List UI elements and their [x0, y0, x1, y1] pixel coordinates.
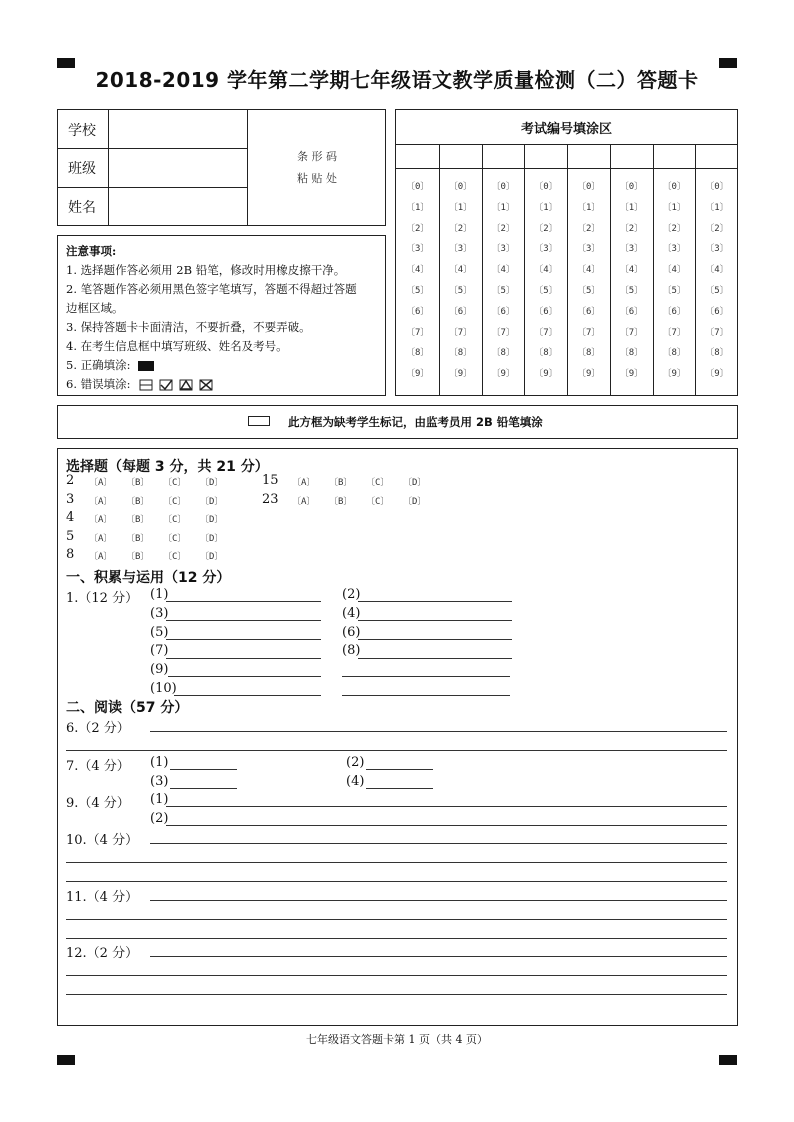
- q7-blank-label: (4): [346, 774, 365, 789]
- exam-id-bubble[interactable]: 〔8〕: [619, 348, 644, 359]
- blank-answer-line[interactable]: [174, 695, 321, 696]
- notes-box: [57, 235, 386, 396]
- exam-id-bubble[interactable]: 〔9〕: [577, 369, 601, 380]
- choice-option-bubble[interactable]: 〔C〕: [163, 478, 187, 488]
- choice-number: 23: [262, 492, 279, 507]
- note-item: 6. 错误填涂:: [66, 377, 131, 391]
- exam-id-bubble[interactable]: 〔2〕: [534, 223, 558, 234]
- exam-id-bubble[interactable]: 〔1〕: [448, 202, 473, 213]
- exam-id-bubble[interactable]: 〔5〕: [406, 286, 430, 296]
- exam-id-bubble[interactable]: 〔9〕: [406, 369, 430, 380]
- class-label: 班级: [68, 161, 96, 177]
- exam-id-bubble[interactable]: 〔6〕: [619, 306, 644, 317]
- exam-id-bubble[interactable]: 〔1〕: [705, 202, 729, 213]
- absent-text: 此方框为缺考学生标记，由监考员用 2B 铅笔填涂: [288, 415, 543, 429]
- q7-answer-line[interactable]: [170, 788, 237, 789]
- choice-option-bubble[interactable]: 〔B〕: [126, 552, 150, 562]
- exam-id-bubble[interactable]: 〔0〕: [491, 182, 515, 192]
- choice-option-bubble[interactable]: 〔C〕: [163, 515, 187, 525]
- blank-answer-line[interactable]: [166, 658, 321, 659]
- choice-option-bubble[interactable]: 〔D〕: [200, 552, 224, 562]
- exam-id-write-cell[interactable]: [483, 145, 524, 167]
- exam-id-bubble[interactable]: 〔8〕: [577, 348, 601, 359]
- q7-blank-label: (3): [150, 774, 169, 789]
- exam-id-bubble[interactable]: 〔3〕: [619, 244, 644, 255]
- exam-id-bubble[interactable]: 〔6〕: [448, 306, 473, 317]
- blank-label: (5): [150, 625, 169, 640]
- exam-id-bubble[interactable]: 〔5〕: [662, 286, 686, 296]
- blank-answer-line[interactable]: [358, 620, 512, 621]
- exam-id-bubble[interactable]: 〔3〕: [662, 244, 686, 255]
- exam-id-bubble[interactable]: 〔5〕: [491, 286, 515, 296]
- exam-id-bubble[interactable]: 〔7〕: [705, 327, 729, 338]
- choice-option-bubble[interactable]: 〔D〕: [200, 478, 224, 488]
- exam-id-bubble[interactable]: 〔4〕: [534, 265, 558, 276]
- wrong-fill-samples: [138, 379, 218, 391]
- class-field[interactable]: [110, 150, 245, 185]
- q7-blank-label: (2): [346, 755, 365, 770]
- exam-id-bubble[interactable]: 〔0〕: [448, 182, 473, 192]
- exam-id-bubble[interactable]: 〔0〕: [619, 182, 644, 192]
- blank-label: (10): [150, 681, 177, 696]
- exam-id-bubble[interactable]: 〔7〕: [406, 327, 430, 338]
- blank-answer-line[interactable]: [358, 658, 512, 659]
- exam-id-bubble[interactable]: 〔8〕: [491, 348, 515, 359]
- exam-id-bubble[interactable]: 〔1〕: [534, 202, 558, 213]
- exam-id-bubble[interactable]: 〔7〕: [619, 327, 644, 338]
- q7-answer-line[interactable]: [170, 769, 237, 770]
- choice-option-bubble[interactable]: 〔A〕: [89, 478, 113, 488]
- exam-id-bubble[interactable]: 〔2〕: [662, 223, 686, 234]
- q6-answer-line[interactable]: [150, 731, 727, 732]
- q12-answer-line[interactable]: [150, 956, 727, 957]
- correct-fill-sample: [138, 361, 154, 371]
- exam-id-bubble[interactable]: 〔2〕: [448, 223, 473, 234]
- exam-id-bubble[interactable]: 〔9〕: [448, 369, 473, 380]
- exam-id-bubble[interactable]: 〔8〕: [406, 348, 430, 359]
- name-field[interactable]: [110, 189, 245, 223]
- choice-option-bubble[interactable]: 〔B〕: [329, 497, 353, 507]
- section2-heading: 二、阅读（57 分）: [66, 700, 189, 716]
- exam-id-write-cell[interactable]: [525, 145, 566, 167]
- choice-option-bubble[interactable]: 〔C〕: [366, 497, 390, 507]
- note-item: 4. 在考生信息框中填写班级、姓名及考号。: [66, 339, 288, 353]
- q10-answer-line[interactable]: [66, 862, 727, 863]
- q11-answer-line[interactable]: [66, 919, 727, 920]
- blank-label: (7): [150, 643, 169, 658]
- q9-blank-label: (2): [150, 811, 169, 826]
- choice-heading: 选择题（每题 3 分，共 21 分）: [66, 459, 269, 475]
- exam-id-write-cell[interactable]: [611, 145, 652, 167]
- q11-answer-line[interactable]: [150, 900, 727, 901]
- name-label: 姓名: [68, 200, 96, 216]
- choice-option-bubble[interactable]: 〔A〕: [292, 478, 316, 488]
- exam-id-bubble[interactable]: 〔7〕: [534, 327, 558, 338]
- exam-id-bubble[interactable]: 〔4〕: [448, 265, 473, 276]
- exam-id-bubble[interactable]: 〔1〕: [491, 202, 515, 213]
- note-item: 3. 保持答题卡卡面清洁，不要折叠，不要弄破。: [66, 320, 311, 334]
- exam-id-write-cell[interactable]: [654, 145, 695, 167]
- blank-label: (4): [342, 606, 361, 621]
- choice-option-bubble[interactable]: 〔A〕: [89, 497, 113, 507]
- q11-answer-line[interactable]: [66, 938, 727, 939]
- q12-answer-line[interactable]: [66, 975, 727, 976]
- exam-id-bubble[interactable]: 〔6〕: [705, 306, 729, 317]
- corner-mark-bottom-left: [57, 1055, 75, 1065]
- exam-id-bubble[interactable]: 〔8〕: [662, 348, 686, 359]
- note-item: 2. 笔答题作答必须用黑色签字笔填写，答题不得超过答题: [66, 282, 357, 296]
- q9-label: 9.（4 分）: [66, 796, 130, 811]
- exam-id-write-cell[interactable]: [440, 145, 481, 167]
- blank-answer-line[interactable]: [166, 601, 321, 602]
- exam-id-bubble[interactable]: 〔9〕: [534, 369, 558, 380]
- exam-id-bubble[interactable]: 〔6〕: [577, 306, 601, 317]
- exam-id-bubble[interactable]: 〔8〕: [448, 348, 473, 359]
- choice-number: 8: [66, 547, 75, 562]
- choice-option-bubble[interactable]: 〔C〕: [163, 534, 187, 544]
- exam-id-bubble[interactable]: 〔5〕: [448, 286, 473, 296]
- q7-blank-label: (1): [150, 755, 169, 770]
- note-item: 5. 正确填涂:: [66, 358, 131, 372]
- blank-answer-line[interactable]: [358, 639, 512, 640]
- exam-id-write-cell[interactable]: [696, 145, 737, 167]
- exam-id-bubble[interactable]: 〔2〕: [577, 223, 601, 234]
- section1-heading: 一、积累与运用（12 分）: [66, 570, 231, 586]
- exam-id-bubble[interactable]: 〔6〕: [406, 306, 430, 317]
- choice-number: 15: [262, 473, 279, 488]
- blank-answer-line[interactable]: [342, 695, 510, 696]
- exam-id-bubble[interactable]: 〔3〕: [577, 244, 601, 255]
- exam-id-bubble[interactable]: 〔2〕: [491, 223, 515, 234]
- choice-number: 4: [66, 510, 75, 525]
- exam-id-bubble[interactable]: 〔3〕: [448, 244, 473, 255]
- page-title: 2018-2019 学年第二学期七年级语文教学质量检测（二）答题卡: [95, 68, 699, 92]
- exam-id-bubble[interactable]: 〔4〕: [619, 265, 644, 276]
- blank-label: (3): [150, 606, 169, 621]
- exam-id-bubble[interactable]: 〔0〕: [705, 182, 729, 192]
- exam-id-bubble[interactable]: 〔4〕: [662, 265, 686, 276]
- choice-option-bubble[interactable]: 〔C〕: [163, 497, 187, 507]
- exam-id-bubble[interactable]: 〔5〕: [705, 286, 729, 296]
- exam-id-write-cell[interactable]: [397, 145, 438, 167]
- blank-answer-line[interactable]: [168, 676, 321, 677]
- choice-option-bubble[interactable]: 〔B〕: [126, 534, 150, 544]
- choice-option-bubble[interactable]: 〔B〕: [126, 497, 150, 507]
- exam-id-bubble[interactable]: 〔3〕: [705, 244, 729, 255]
- exam-id-bubble[interactable]: 〔3〕: [406, 244, 430, 255]
- q9-blank-label: (1): [150, 792, 169, 807]
- q12-answer-line[interactable]: [66, 994, 727, 995]
- exam-id-bubble[interactable]: 〔8〕: [705, 348, 729, 359]
- q7-answer-line[interactable]: [366, 788, 433, 789]
- exam-id-bubble[interactable]: 〔9〕: [662, 369, 686, 380]
- q9-answer-line[interactable]: [166, 825, 727, 826]
- corner-mark-bottom-right: [719, 1055, 737, 1065]
- exam-id-bubble[interactable]: 〔1〕: [619, 202, 644, 213]
- barcode-line-1: 条 形 码: [297, 150, 337, 163]
- q10-answer-line[interactable]: [66, 881, 727, 882]
- blank-answer-line[interactable]: [358, 601, 512, 602]
- choice-option-bubble[interactable]: 〔C〕: [163, 552, 187, 562]
- exam-id-bubble[interactable]: 〔5〕: [534, 286, 558, 296]
- exam-id-bubble[interactable]: 〔2〕: [406, 223, 430, 234]
- exam-id-bubble[interactable]: 〔1〕: [406, 202, 430, 213]
- exam-id-bubble[interactable]: 〔4〕: [406, 265, 430, 276]
- exam-id-bubble[interactable]: 〔7〕: [577, 327, 601, 338]
- blank-label: (8): [342, 643, 361, 658]
- blank-label: (9): [150, 662, 169, 677]
- exam-id-box: [395, 109, 738, 396]
- exam-id-title: 考试编号填涂区: [520, 122, 612, 137]
- notes-heading: 注意事项:: [66, 244, 117, 258]
- q10-label: 10.（4 分）: [66, 833, 139, 848]
- exam-id-bubble[interactable]: 〔1〕: [662, 202, 686, 213]
- blank-answer-line[interactable]: [342, 676, 510, 677]
- exam-id-bubble[interactable]: 〔1〕: [577, 202, 601, 213]
- exam-id-bubble[interactable]: 〔7〕: [662, 327, 686, 338]
- school-field[interactable]: [110, 112, 245, 146]
- exam-id-bubble[interactable]: 〔6〕: [491, 306, 515, 317]
- choice-option-bubble[interactable]: 〔B〕: [126, 478, 150, 488]
- choice-option-bubble[interactable]: 〔D〕: [200, 497, 224, 507]
- answer-area: [57, 448, 738, 1026]
- q6-label: 6.（2 分）: [66, 721, 130, 736]
- exam-id-bubble[interactable]: 〔4〕: [491, 265, 515, 276]
- exam-id-bubble[interactable]: 〔4〕: [705, 265, 729, 276]
- choice-option-bubble[interactable]: 〔A〕: [292, 497, 316, 507]
- exam-id-bubble[interactable]: 〔9〕: [619, 369, 644, 380]
- exam-id-bubble[interactable]: 〔0〕: [577, 182, 601, 192]
- exam-id-bubble[interactable]: 〔4〕: [577, 265, 601, 276]
- exam-id-bubble[interactable]: 〔0〕: [406, 182, 430, 192]
- q7-label: 7.（4 分）: [66, 759, 130, 774]
- choice-option-bubble[interactable]: 〔D〕: [403, 497, 427, 507]
- blank-answer-line[interactable]: [166, 639, 321, 640]
- absent-checkbox[interactable]: [248, 416, 270, 426]
- q12-label: 12.（2 分）: [66, 946, 139, 961]
- exam-id-bubble[interactable]: 〔0〕: [534, 182, 558, 192]
- choice-option-bubble[interactable]: 〔A〕: [89, 534, 113, 544]
- blank-label: (6): [342, 625, 361, 640]
- exam-id-bubble[interactable]: 〔8〕: [534, 348, 558, 359]
- choice-number: 3: [66, 492, 75, 507]
- note-item: 边框区域。: [66, 301, 124, 315]
- student-info-box: [57, 109, 386, 226]
- exam-id-bubble[interactable]: 〔2〕: [619, 223, 644, 234]
- exam-id-bubble[interactable]: 〔5〕: [577, 286, 601, 296]
- q7-answer-line[interactable]: [366, 769, 433, 770]
- blank-label: (1): [150, 587, 169, 602]
- q6-answer-line[interactable]: [66, 750, 727, 751]
- exam-id-bubble[interactable]: 〔7〕: [491, 327, 515, 338]
- q10-answer-line[interactable]: [150, 843, 727, 844]
- exam-id-bubble[interactable]: 〔9〕: [491, 369, 515, 380]
- choice-option-bubble[interactable]: 〔D〕: [403, 478, 427, 488]
- choice-option-bubble[interactable]: 〔C〕: [366, 478, 390, 488]
- blank-label: (2): [342, 587, 361, 602]
- choice-option-bubble[interactable]: 〔B〕: [126, 515, 150, 525]
- choice-option-bubble[interactable]: 〔A〕: [89, 552, 113, 562]
- exam-id-bubble[interactable]: 〔6〕: [662, 306, 686, 317]
- exam-id-write-cell[interactable]: [568, 145, 609, 167]
- exam-id-bubble[interactable]: 〔0〕: [662, 182, 686, 192]
- exam-id-bubble[interactable]: 〔3〕: [491, 244, 515, 255]
- exam-id-bubble[interactable]: 〔3〕: [534, 244, 558, 255]
- note-item: 1. 选择题作答必须用 2B 铅笔，修改时用橡皮擦干净。: [66, 263, 346, 277]
- q9-answer-line[interactable]: [166, 806, 727, 807]
- absent-box: [57, 405, 738, 439]
- q11-label: 11.（4 分）: [66, 890, 139, 905]
- exam-id-bubble[interactable]: 〔2〕: [705, 223, 729, 234]
- choice-option-bubble[interactable]: 〔D〕: [200, 534, 224, 544]
- choice-option-bubble[interactable]: 〔B〕: [329, 478, 353, 488]
- school-label: 学校: [68, 123, 96, 139]
- exam-id-bubble[interactable]: 〔9〕: [705, 369, 729, 380]
- barcode-line-2: 粘 贴 处: [297, 172, 337, 185]
- choice-option-bubble[interactable]: 〔D〕: [200, 515, 224, 525]
- page-footer: 七年级语文答题卡第 1 页（共 4 页）: [306, 1033, 488, 1046]
- exam-id-bubble[interactable]: 〔6〕: [534, 306, 558, 317]
- choice-number: 2: [66, 473, 75, 488]
- choice-number: 5: [66, 529, 75, 544]
- exam-id-bubble[interactable]: 〔7〕: [448, 327, 473, 338]
- blank-answer-line[interactable]: [166, 620, 321, 621]
- q1-label: 1.（12 分）: [66, 591, 139, 606]
- choice-option-bubble[interactable]: 〔A〕: [89, 515, 113, 525]
- exam-id-bubble[interactable]: 〔5〕: [619, 286, 644, 296]
